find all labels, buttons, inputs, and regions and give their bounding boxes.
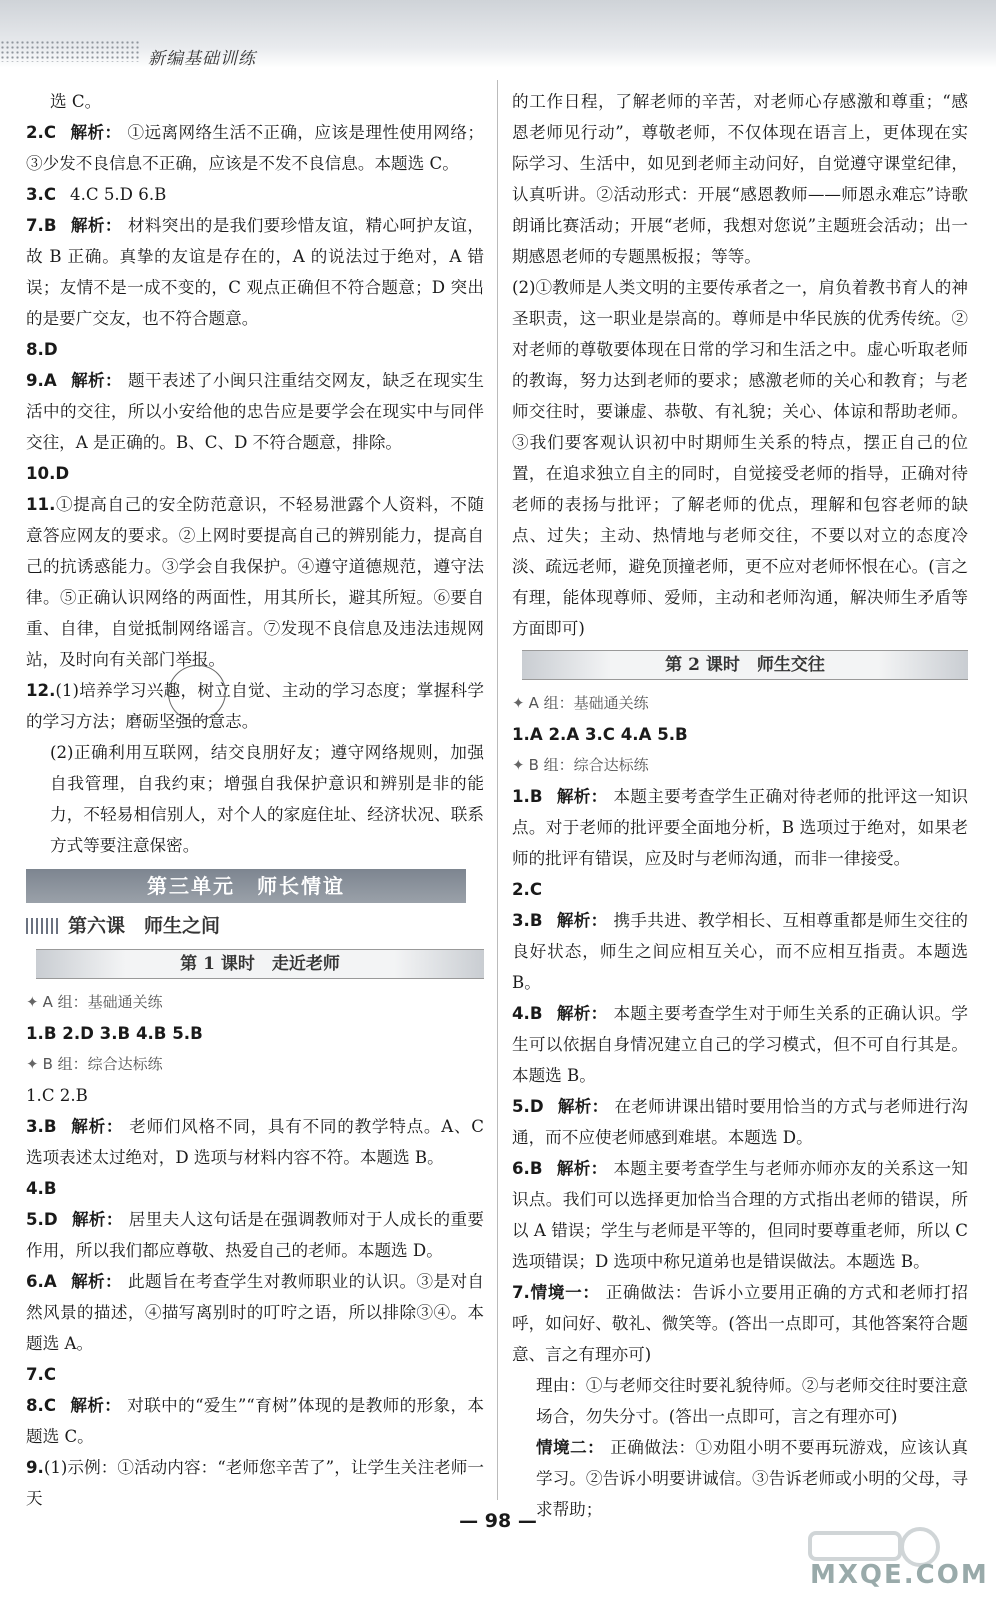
answer-text: 本题主要考查学生正确对待老师的批评这一知识点。对于老师的批评要全面地分析，B 选项过于绝对，如果老师的批评有错误，应及时与老师沟通，而非一律接受。 [512,787,969,868]
answer-text: 对联中的“爱生”“育树”体现的是教师的形象，本题选 C。 [26,1396,484,1446]
question-number: 7. [512,1283,530,1302]
analysis-label: 解析： [556,1158,608,1178]
question-number: 5. [512,1097,530,1116]
answer-item [512,1091,968,1153]
question-number: 4. [512,1004,530,1023]
page-number: — 98 — [459,1510,537,1532]
answer-item [26,210,484,334]
group-b-label-1: ✦ B 组：综合达标练 [26,1055,163,1073]
question-number: 3. [26,1117,44,1136]
answer-item [512,1277,968,1370]
question-number: 7. [26,216,44,235]
left-column [26,86,484,1514]
question-number: 8. [26,1396,44,1415]
question-number: 3. [26,185,44,204]
question-number: 5. [26,1210,44,1229]
answer-choice: B [43,1179,57,1198]
answer-text: 材料突出的是我们要珍惜友谊，精心呵护友谊，故 B 正确。真挚的友谊是存在的，A 的说法过于绝对，A 错误；友情不是一成不变的，C 观点正确但不符合题意；D 突出的是要广交友，也不符合题意。 [26,216,485,328]
answer-text: 此题旨在考查学生对教师职业的认识。③是对自然风景的描述，④描写离别时的叮咛之语，所以排除③④。本题选 A。 [26,1272,485,1353]
answer-text: 老师们风格不同，具有不同的教学特点。A、C 选项表述太过绝对，D 选项与材料内容不符。本题选 B。 [26,1117,485,1167]
answer-item [26,1173,484,1204]
question-number: 11. [26,495,56,514]
unit-title: 第三单元 师长情谊 [26,869,466,903]
answer-choice: C [529,880,543,899]
analysis-label: 情境二： [536,1437,605,1457]
answer-choice: B [43,216,57,235]
answer-item [26,737,484,861]
answer-choice: D [43,1210,58,1229]
analysis-label: 解析： [556,786,608,806]
group-a-label-2: ✦ A 组：基础通关练 [512,694,649,712]
section-1-group-a-answers: 1.B 2.D 3.B 4.B 5.B [26,1024,203,1043]
analysis-label: 解析： [556,910,608,930]
answer-item [512,905,968,998]
question-number: 10. [26,464,56,483]
column-divider [497,80,498,1500]
answer-item [26,86,484,117]
question-number: 1. [512,787,530,806]
answer-item [26,1266,484,1359]
answer-choice: D [43,340,58,359]
analysis-label: 解析： [557,1096,609,1116]
answer-text: 理由：①与老师交往时要礼貌待师。②与老师交往时要注意场合，勿失分寸。(答出一点即可，言之有理亦可) [536,1376,968,1426]
answer-text: 本题主要考查学生对于师生关系的正确认识。学生可以依据自身情况建立自己的学习模式，但不可自行其是。本题选 B。 [512,1004,969,1085]
diamond-icon: ✦ [512,756,525,774]
answer-text: (1)培养学习兴趣，树立自觉、主动的学习态度；掌握科学的学习方法；磨砺坚强的意志。 [26,681,484,731]
analysis-label: 解析： [71,1209,123,1229]
analysis-label: 解析： [70,1395,122,1415]
answer-text: 的工作日程，了解老师的辛苦，对老师心存感激和尊重；“感恩老师见行动”，尊敬老师，不仅体现在语言上，更体现在实际学习、生活中，如见到老师主动问好，自觉遵守课堂纪律，认真听讲。②活动形式：开展“感恩教师——师恩永难忘”诗歌朗诵比赛活动；开展“老师，我想对您说”主题班会活动；出一期感恩老师的专题黑板报；等等。 [512,92,968,266]
section-2-title: 第 2 课时 师生交往 [522,650,968,680]
lesson-title [26,909,484,943]
analysis-label: 解析： [70,215,122,235]
answer-item [26,334,484,365]
diamond-icon: ✦ [26,1055,39,1073]
diamond-icon: ✦ [512,694,525,712]
answer-item [26,1204,484,1266]
question-number: 6. [26,1272,44,1291]
answer-item [26,1111,484,1173]
answer-item [26,675,484,737]
answer-item [512,1370,968,1432]
diamond-icon: ✦ [26,993,39,1011]
answer-choice: B [529,911,543,930]
answer-item [26,1080,484,1111]
right-column [512,86,968,1525]
analysis-label: 解析： [556,1003,608,1023]
answer-item [26,1390,484,1452]
answer-choice: C [43,1365,57,1384]
answer-choice: C [43,1396,57,1415]
section-1-title: 第 1 课时 走近老师 [36,949,484,979]
answer-item [512,1153,968,1277]
analysis-label: 解析： [70,1271,122,1291]
answer-item [26,458,484,489]
watermark-text: MXQE.COM [810,1560,989,1590]
answer-choice: B [529,787,543,806]
section-2-group-a-answers: 1.A 2.A 3.C 4.A 5.B [512,725,688,744]
page-header [0,0,996,68]
answer-text: (1)示例：①活动内容：“老师您辛苦了”，让学生关注老师一天 [26,1458,484,1508]
lesson-title-text: 第六课 师生之间 [68,915,221,937]
answer-choice: A [43,371,57,390]
question-number: 9. [26,371,44,390]
question-number: 12. [26,681,56,700]
answer-item [512,998,968,1091]
analysis-label: 解析： [70,122,122,142]
answer-text: 携手共进、教学相长、互相尊重都是师生交往的良好状态，师生之间应相互关心，而不应相互指责。本题选 B。 [512,911,969,992]
question-number: 8. [26,340,44,359]
question-number: 9. [26,1458,44,1477]
lesson-bars-icon [26,918,60,934]
answer-text: 正确做法：①劝阻小明不要再玩游戏，应该认真学习。②告诉小明要讲诚信。③告诉老师或小明的父母，寻求帮助； [536,1438,968,1519]
answer-choice: B [529,1004,543,1023]
analysis-label: 情境一： [529,1282,600,1302]
answer-choice: C [43,185,57,204]
question-number: 2. [26,123,44,142]
answer-item [26,365,484,458]
answer-item [512,86,968,272]
answer-text: (2)①教师是人类文明的主要传承者之一，肩负着教书育人的神圣职责，这一职业是崇高的。尊师是中华民族的优秀传统。②对老师的尊敬要体现在日常的学习和生活之中。虚心听取老师的教诲，努力达到老师的要求；感激老师的关心和教育；与老师交往时，要谦虚、恭敬、有礼貌；关心、体谅和帮助老师。③我们要客观认识初中时期师生关系的特点，摆正自己的位置，在追求独立自主的同时，自觉接受老师的指导，正确对待老师的表扬与批评；了解老师的优点，理解和包容老师的缺点、过失；主动、热情地与老师交往，不要以对立的态度冷淡、疏远老师，避免顶撞老师，更不应对老师怀恨在心。(言之有理，能体现尊师、爱师，主动和老师沟通，解决师生矛盾等方面即可) [512,278,968,638]
answer-text: ①提高自己的安全防范意识，不轻易泄露个人资料，不随意答应网友的要求。②上网时要提高自己的辨别能力，提高自己的抗诱惑能力。③学会自我保护。④遵守道德规范，遵守法律。⑤正确认识网络的两面性，用其所长，避其所短。⑥要自重、自律，自觉抵制网络谣言。⑦发现不良信息及违法违规网站，及时向有关部门举报。 [26,495,484,669]
answer-choice: D [529,1097,544,1116]
answer-text: 正确做法：告诉小立要用正确的方式和老师打招呼，如问好、敬礼、微笑等。(答出一点即可，其他答案符合题意、言之有理亦可) [512,1283,969,1364]
answer-text: 4.C 5.D 6.B [70,185,167,204]
header-decoration [0,40,140,62]
answer-choice: B [43,1117,57,1136]
question-number: 4. [26,1179,44,1198]
answer-item [26,1452,484,1514]
answer-text: 居里夫人这句话是在强调教师对于人成长的重要作用，所以我们都应尊敬、热爱自己的老师。本题选 D。 [26,1210,485,1260]
answer-item [26,489,484,675]
question-number: 7. [26,1365,44,1384]
answer-text: 本题主要考查学生与老师亦师亦友的关系这一知识点。我们可以选择更加恰当合理的方式指出老师的错误，所以 A 错误；学生与老师是平等的，但同时要尊重老师，所以 C 选项错误；D 选项中称兄道弟也是错误做法。本题选 B。 [512,1159,969,1271]
section-1-group-b-answers [26,1080,484,1514]
analysis-label: 解析： [70,1116,124,1136]
answer-item [512,874,968,905]
answer-choice: A [43,1272,57,1291]
answer-item [512,272,968,644]
answer-item [512,781,968,874]
right-answers [512,86,968,644]
left-answers [26,86,484,861]
question-number: 2. [512,880,530,899]
question-number: 3. [512,911,530,930]
group-a-label-1: ✦ A 组：基础通关练 [26,993,163,1011]
answer-text: 选 C。 [50,92,102,111]
answer-text: (2)正确利用互联网，结交良朋好友；遵守网络规则，加强自我管理，自我约束；增强自我保护意识和辨别是非的能力，不轻易相信别人，对个人的家庭住址、经济状况、联系方式等要注意保密。 [50,743,484,855]
answer-choice: C [43,123,57,142]
answer-text: ①远离网络生活不正确，应该是理性使用网络；③少发不良信息不正确，应该是不发不良信息。本题选 C。 [26,123,485,173]
answer-item [26,117,484,179]
answer-text: 题干表述了小闽只注重结交网友，缺乏在现实生活中的交往，所以小安给他的忠告应是要学会在现实中与同伴交往，A 是正确的。B、C、D 不符合题意，排除。 [26,371,485,452]
section-2-group-b-answers [512,781,968,1525]
answer-text: 在老师讲课出错时要用恰当的方式与老师进行沟通，而不应使老师感到难堪。本题选 D。 [512,1097,969,1147]
book-title: 新编基础训练 [148,49,256,69]
analysis-label: 解析： [70,370,122,390]
answer-text: 1.C 2.B [26,1086,88,1105]
answer-item [26,1359,484,1390]
answer-choice: D [55,464,70,483]
answer-choice: B [529,1159,543,1178]
question-number: 6. [512,1159,530,1178]
answer-item [26,179,484,210]
group-b-label-2: ✦ B 组：综合达标练 [512,756,649,774]
